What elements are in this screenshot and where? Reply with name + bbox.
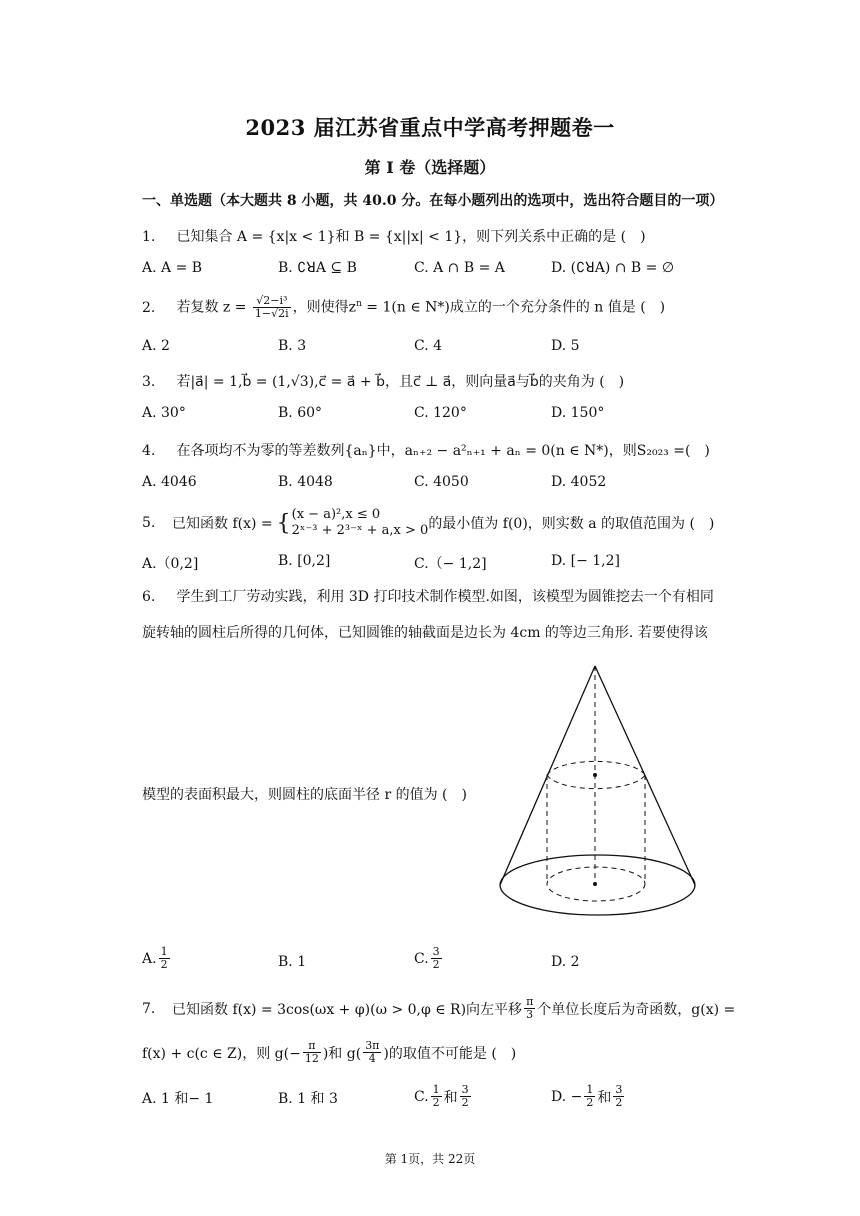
cone-base-front: [500, 885, 695, 915]
question-7-line1: 7. 已知函数 f(x) = 3cos(ωx + φ)(ω > 0,φ ∈ R)向左平移 $\frac{\pi}{3}$ 个单位长度后为奇函数，g(x) =: [142, 995, 736, 1021]
brace: {: [276, 510, 291, 536]
option-c[interactable]: C. $\frac{3}{2}$: [414, 945, 440, 971]
option-b[interactable]: B. 3: [278, 338, 307, 354]
question-6-line2: 旋转轴的圆柱后所得的几何体，已知圆锥的轴截面是边长为 4cm 的等边三角形. 若要使得该: [142, 625, 708, 641]
question-6-line3: 模型的表面积最大，则圆柱的底面半径 r 的值为 ( ): [142, 787, 467, 803]
question-4: 4. 在各项均不为零的等差数列{aₙ}中，aₙ₊₂ − a²ₙ₊₁ + aₙ = 0(n ∈ N*)，则S₂₀₂₃ =( ): [142, 443, 710, 459]
question-3-stem: 若|a⃗| = 1,b⃗ = (1,√3),c⃗ = a⃗ + b⃗，且c⃗ ⊥ a⃗，则向量a⃗与b⃗的夹角为 ( ): [176, 374, 625, 390]
option-d[interactable]: D. [− 1,2]: [551, 553, 620, 569]
question-6-line1: 6. 学生到工厂劳动实践，利用 3D 打印技术制作模型.如图，该模型为圆锥挖去一个有相同: [142, 589, 714, 605]
question-1-stem: 已知集合 A = {x|x < 1}和 B = {x||x| < 1}，则下列关系中正确的是 ( ): [176, 229, 646, 245]
option-a[interactable]: A. A = B: [142, 260, 203, 276]
option-b[interactable]: B. 60°: [278, 405, 323, 421]
option-c[interactable]: C. A ∩ B = A: [414, 260, 505, 276]
option-d[interactable]: D. 2: [551, 954, 580, 970]
option-a[interactable]: A. 2: [142, 338, 170, 354]
part-title: 第 I 卷（选择题）: [364, 158, 496, 177]
option-b[interactable]: B. 1 和 3: [278, 1091, 338, 1107]
option-a[interactable]: A. 1 和− 1: [142, 1091, 214, 1107]
question-4-stem: 在各项均不为零的等差数列{aₙ}中，aₙ₊₂ − a²ₙ₊₁ + aₙ = 0(n ∈ N*)，则S₂₀₂₃ =( ): [176, 443, 710, 459]
option-c[interactable]: C. 120°: [414, 405, 467, 421]
option-b[interactable]: B. [0,2]: [278, 553, 331, 569]
option-c[interactable]: C. 4: [414, 338, 443, 354]
option-d[interactable]: D. (∁ꓤA) ∩ B = ∅: [551, 260, 675, 276]
question-1: 1. 已知集合 A = {x|x < 1}和 B = {x||x| < 1}，则下列关系中正确的是 ( ): [142, 229, 646, 245]
base-center-point: [593, 882, 597, 886]
top-center-point: [593, 773, 597, 777]
option-d[interactable]: D. − $\frac{1}{2}$ 和 $\frac{3}{2}$: [551, 1083, 623, 1109]
fraction: $\frac{\text{√2−i³}}{1-√2i}$: [254, 294, 289, 320]
option-a[interactable]: A.（0,2]: [142, 556, 199, 572]
cone-figure: [495, 663, 705, 923]
option-b[interactable]: B. 1: [278, 954, 307, 970]
option-c[interactable]: C. $\frac{1}{2}$ 和 $\frac{3}{2}$: [414, 1083, 469, 1109]
option-a[interactable]: A. 4046: [142, 474, 197, 490]
option-a[interactable]: A. $\frac{1}{2}$: [142, 945, 168, 971]
question-2: 2. 若复数 z = $\frac{\text{√2−i³}}{1-√2i}$ ，则使得$z^n = 1(n$ ∈ N*)成立的一个充分条件的 n 值是 ( ): [142, 294, 666, 320]
option-c[interactable]: C. 4050: [414, 474, 469, 490]
option-b[interactable]: B. 4048: [278, 474, 333, 490]
cone-base-back: [500, 855, 695, 885]
question-3: 3. 若|a⃗| = 1,b⃗ = (1,√3),c⃗ = a⃗ + b⃗，且c⃗ ⊥ a⃗，则向量a⃗与b⃗的夹角为 ( ): [142, 374, 625, 390]
question-5: 5. 已知函数 f(x) = { (x − a)²,x ≤ 0 2ˣ⁻³ + 2³⁻ˣ + a,x > 0 的最小值为 f(0)，则实数 a 的取值范围为 ( ): [142, 507, 715, 538]
page-title: 2023 届江苏省重点中学高考押题卷一: [245, 115, 615, 140]
option-a[interactable]: A. 30°: [142, 405, 186, 421]
option-b[interactable]: B. ∁ꓤA ⊆ B: [278, 260, 357, 276]
section-heading: 一、单选题（本大题共 8 小题，共 40.0 分。在每小题列出的选项中，选出符合题目的一项）: [142, 193, 724, 209]
cylinder-top-front: [547, 775, 645, 789]
option-d[interactable]: D. 5: [551, 338, 580, 354]
piecewise-cases: (x − a)²,x ≤ 0 2ˣ⁻³ + 2³⁻ˣ + a,x > 0: [291, 507, 429, 538]
option-d[interactable]: D. 150°: [551, 405, 605, 421]
page-footer: 第 1页，共 22页: [384, 1152, 476, 1166]
question-7-line2: f(x) + c(c ∈ Z)，则 g(− $\frac{\pi}{12}$ )和 g( $\frac{3\pi}{4}$ )的取值不可能是 ( ): [142, 1039, 517, 1065]
option-d[interactable]: D. 4052: [551, 474, 607, 490]
option-c[interactable]: C.（− 1,2]: [414, 556, 487, 572]
cylinder-top-back: [547, 761, 645, 775]
